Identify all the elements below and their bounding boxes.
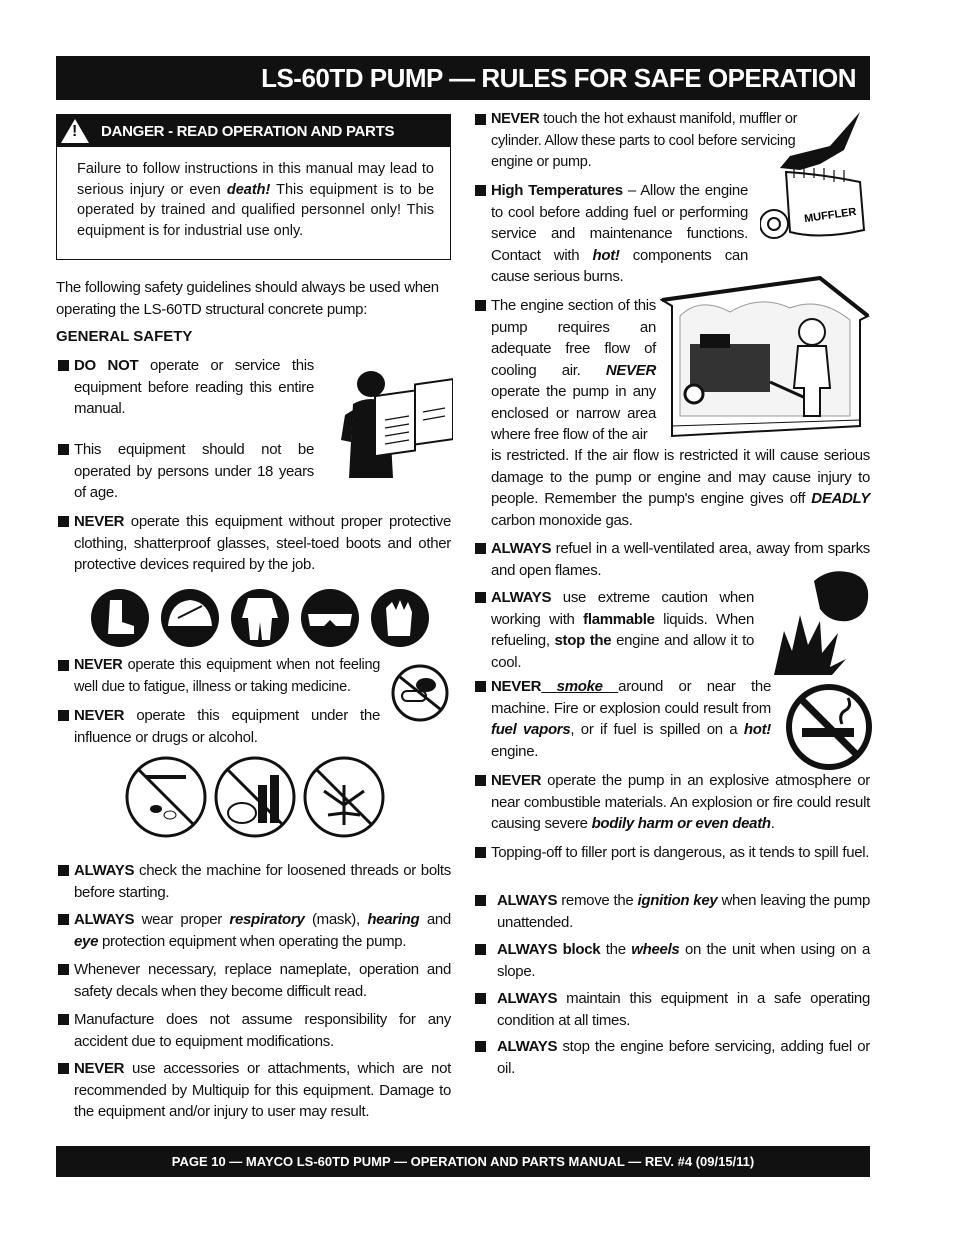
boot-icon bbox=[91, 589, 149, 647]
reading-manual-illustration bbox=[333, 370, 453, 480]
list-item bbox=[58, 1009, 451, 1052]
general-safety-heading: GENERAL SAFETY bbox=[56, 328, 193, 345]
list-item bbox=[58, 860, 451, 903]
goggles-icon bbox=[301, 589, 359, 647]
list-item bbox=[58, 959, 451, 1002]
list-item bbox=[58, 655, 380, 698]
item-text: , or if fuel is spilled on a bbox=[570, 721, 744, 738]
item-text: the bbox=[600, 941, 632, 958]
danger-box bbox=[56, 114, 451, 260]
list-item bbox=[475, 988, 870, 1031]
emphasis: ignition key bbox=[637, 892, 718, 909]
keyword: NEVER bbox=[74, 657, 123, 673]
list-item bbox=[475, 180, 748, 288]
item-text: Whenever necessary, replace nameplate, operation and safety decals when they become difficult read. bbox=[74, 961, 451, 1000]
danger-text bbox=[57, 147, 450, 241]
page-footer bbox=[56, 1146, 870, 1177]
keyword: stop the bbox=[554, 632, 612, 649]
item-text: carbon monoxide gas. bbox=[491, 511, 633, 529]
keyword: High Temperatures bbox=[491, 182, 623, 199]
keyword: NEVER bbox=[74, 1060, 125, 1077]
list-item bbox=[475, 295, 656, 446]
page-title: LS-60TD PUMP — RULES FOR SAFE OPERATION bbox=[261, 62, 856, 93]
list-item bbox=[475, 676, 771, 762]
item-text: check the machine for loosened threads or bolts before starting. bbox=[74, 862, 451, 901]
gloves-icon bbox=[371, 589, 429, 647]
emphasis: hot! bbox=[743, 721, 771, 738]
list-item bbox=[58, 705, 380, 748]
item-text: components can cause serious burns. bbox=[491, 246, 748, 285]
list-item bbox=[58, 439, 314, 504]
item-text: operate the pump in an explosive atmosphere or near combustible materials. An explosion or fire could result causing severe bbox=[491, 772, 870, 832]
item-text: operate the pump in any enclosed or narrow area where free flow of the air bbox=[491, 383, 656, 443]
keyword: ALWAYS bbox=[491, 540, 552, 557]
danger-text-part: Failure to follow instructions in this manual may lead to serious injury or even bbox=[77, 161, 434, 198]
enclosed-area-illustration bbox=[660, 276, 870, 441]
item-text: refuel in a well-ventilated area, away from sparks and open flames. bbox=[491, 540, 870, 579]
list-item bbox=[475, 587, 754, 673]
keyword: DO NOT bbox=[74, 357, 139, 374]
explosion-illustration bbox=[770, 567, 872, 677]
item-text: Manufacture does not assume responsibility for any accident due to equipment modifications. bbox=[74, 1011, 451, 1050]
emphasis: bodily harm or even death bbox=[591, 815, 771, 832]
list-item bbox=[58, 1058, 451, 1123]
item-text: operate or service this equipment before reading this entire manual. bbox=[74, 357, 315, 417]
emphasis: DEADLY bbox=[811, 490, 870, 507]
hot-muffler-illustration bbox=[760, 112, 872, 260]
list-item bbox=[475, 842, 870, 864]
item-text: operate this equipment without proper protective clothing, shatterproof glasses, steel-toed boots and other protective devices required by the job. bbox=[74, 513, 451, 573]
item-text: liquids. When refueling, bbox=[491, 610, 754, 649]
list-item bbox=[475, 890, 870, 933]
ppe-icons-row bbox=[90, 588, 430, 648]
keyword: ALWAYS block bbox=[497, 941, 601, 958]
keyword: ALWAYS bbox=[497, 1038, 558, 1055]
footer-text: PAGE 10 — MAYCO LS-60TD PUMP — OPERATION AND PARTS MANUAL — REV. #4 (09/15/11) bbox=[171, 1154, 755, 1169]
item-text: use extreme caution when working with bbox=[491, 589, 754, 628]
no-drugs-alcohol-icons bbox=[124, 755, 386, 839]
intro-text: The following safety guidelines should always be used when operating the LS-60TD structural concrete pump: bbox=[56, 279, 439, 318]
keyword: ALWAYS bbox=[491, 589, 552, 606]
keyword: NEVER bbox=[491, 111, 540, 127]
danger-header bbox=[57, 115, 450, 147]
item-text: operate this equipment when not feeling well due to fatigue, illness or taking medicine. bbox=[74, 657, 380, 695]
item-text: (mask), bbox=[304, 911, 368, 928]
danger-heading: DANGER - READ OPERATION AND PARTS bbox=[101, 122, 395, 140]
no-drugs-icon bbox=[127, 758, 205, 836]
list-item bbox=[58, 909, 451, 952]
hardhat-icon bbox=[161, 589, 219, 647]
list-item bbox=[475, 939, 870, 982]
coverall-icon bbox=[231, 589, 289, 647]
item-text: touch the hot exhaust manifold, muffler or cylinder. Allow these parts to cool before servicing engine or pump. bbox=[491, 111, 798, 170]
item-text: Topping-off to filler port is dangerous, as it tends to spill fuel. bbox=[491, 844, 870, 861]
item-text: engine. bbox=[491, 742, 539, 760]
item-text: maintain this equipment in a safe operating condition at all times. bbox=[497, 990, 870, 1029]
keyword: NEVER bbox=[491, 678, 542, 695]
item-text: use accessories or attachments, which are not recommended by Multiquip for this equipment. Damage to the equipment and/or injury to user may result. bbox=[74, 1060, 451, 1120]
item-text: This equipment should not be operated by persons under 18 years of age. bbox=[74, 441, 314, 501]
item-text: around or near the machine. Fire or explosion could result from bbox=[491, 678, 771, 717]
emphasis: smoke bbox=[541, 678, 619, 695]
list-item bbox=[58, 511, 451, 576]
list-item bbox=[475, 109, 805, 174]
no-smoking-icon bbox=[786, 684, 872, 770]
keyword: flammable bbox=[583, 610, 655, 628]
page-title-bar bbox=[56, 56, 870, 100]
emphasis: fuel vapors bbox=[491, 721, 571, 738]
item-text: is restricted. If the air flow is restricted it will cause serious damage to the pump or engine and may cause injury to people. Remember the pump's engine gives off bbox=[491, 447, 870, 507]
keyword: NEVER bbox=[74, 513, 125, 530]
item-text: when leaving the pump unattended. bbox=[497, 892, 871, 931]
emphasis: hearing bbox=[367, 911, 420, 928]
danger-text-part: This equipment is to be operated by trained and qualified personnel only! This equipment is for industrial use only. bbox=[77, 181, 435, 239]
item-text: . bbox=[770, 815, 775, 832]
emphasis: eye bbox=[74, 932, 99, 950]
keyword: NEVER bbox=[74, 707, 125, 724]
item-text: on the unit when using on a slope. bbox=[497, 941, 871, 980]
item-text-continued bbox=[491, 445, 870, 531]
item-text: – Allow the engine to cool before adding fuel or performing service and maintenance functions. Contact with bbox=[491, 182, 748, 264]
no-marijuana-icon bbox=[305, 758, 383, 836]
emphasis: respiratory bbox=[229, 911, 305, 928]
emphasis: wheels bbox=[631, 941, 680, 958]
keyword: ALWAYS bbox=[497, 990, 558, 1007]
list-item bbox=[475, 1036, 870, 1079]
item-text: The engine section of this pump requires an adequate free flow of cooling air. bbox=[491, 297, 656, 379]
danger-emphasis: death! bbox=[226, 181, 271, 198]
item-text: wear proper bbox=[134, 911, 230, 928]
emphasis: hot! bbox=[592, 246, 620, 264]
keyword: ALWAYS bbox=[497, 892, 558, 909]
item-text: engine and allow it to cool. bbox=[491, 632, 754, 671]
item-text: remove the bbox=[557, 892, 638, 909]
keyword: ALWAYS bbox=[74, 911, 135, 928]
item-text: operate this equipment under the influence or drugs or alcohol. bbox=[74, 707, 380, 746]
item-text: protection equipment when operating the pump. bbox=[98, 932, 407, 950]
emphasis: NEVER bbox=[605, 361, 656, 379]
list-item bbox=[475, 770, 870, 835]
keyword: ALWAYS bbox=[74, 862, 135, 879]
keyword: NEVER bbox=[491, 772, 542, 789]
item-text: stop the engine before servicing, adding fuel or oil. bbox=[497, 1038, 870, 1077]
muffler-label: MUFFLER bbox=[803, 205, 858, 226]
warning-icon bbox=[61, 119, 89, 143]
item-text: and bbox=[419, 911, 451, 928]
list-item bbox=[58, 355, 314, 420]
no-medicine-icon bbox=[390, 663, 450, 723]
no-alcohol-icon bbox=[216, 758, 294, 836]
